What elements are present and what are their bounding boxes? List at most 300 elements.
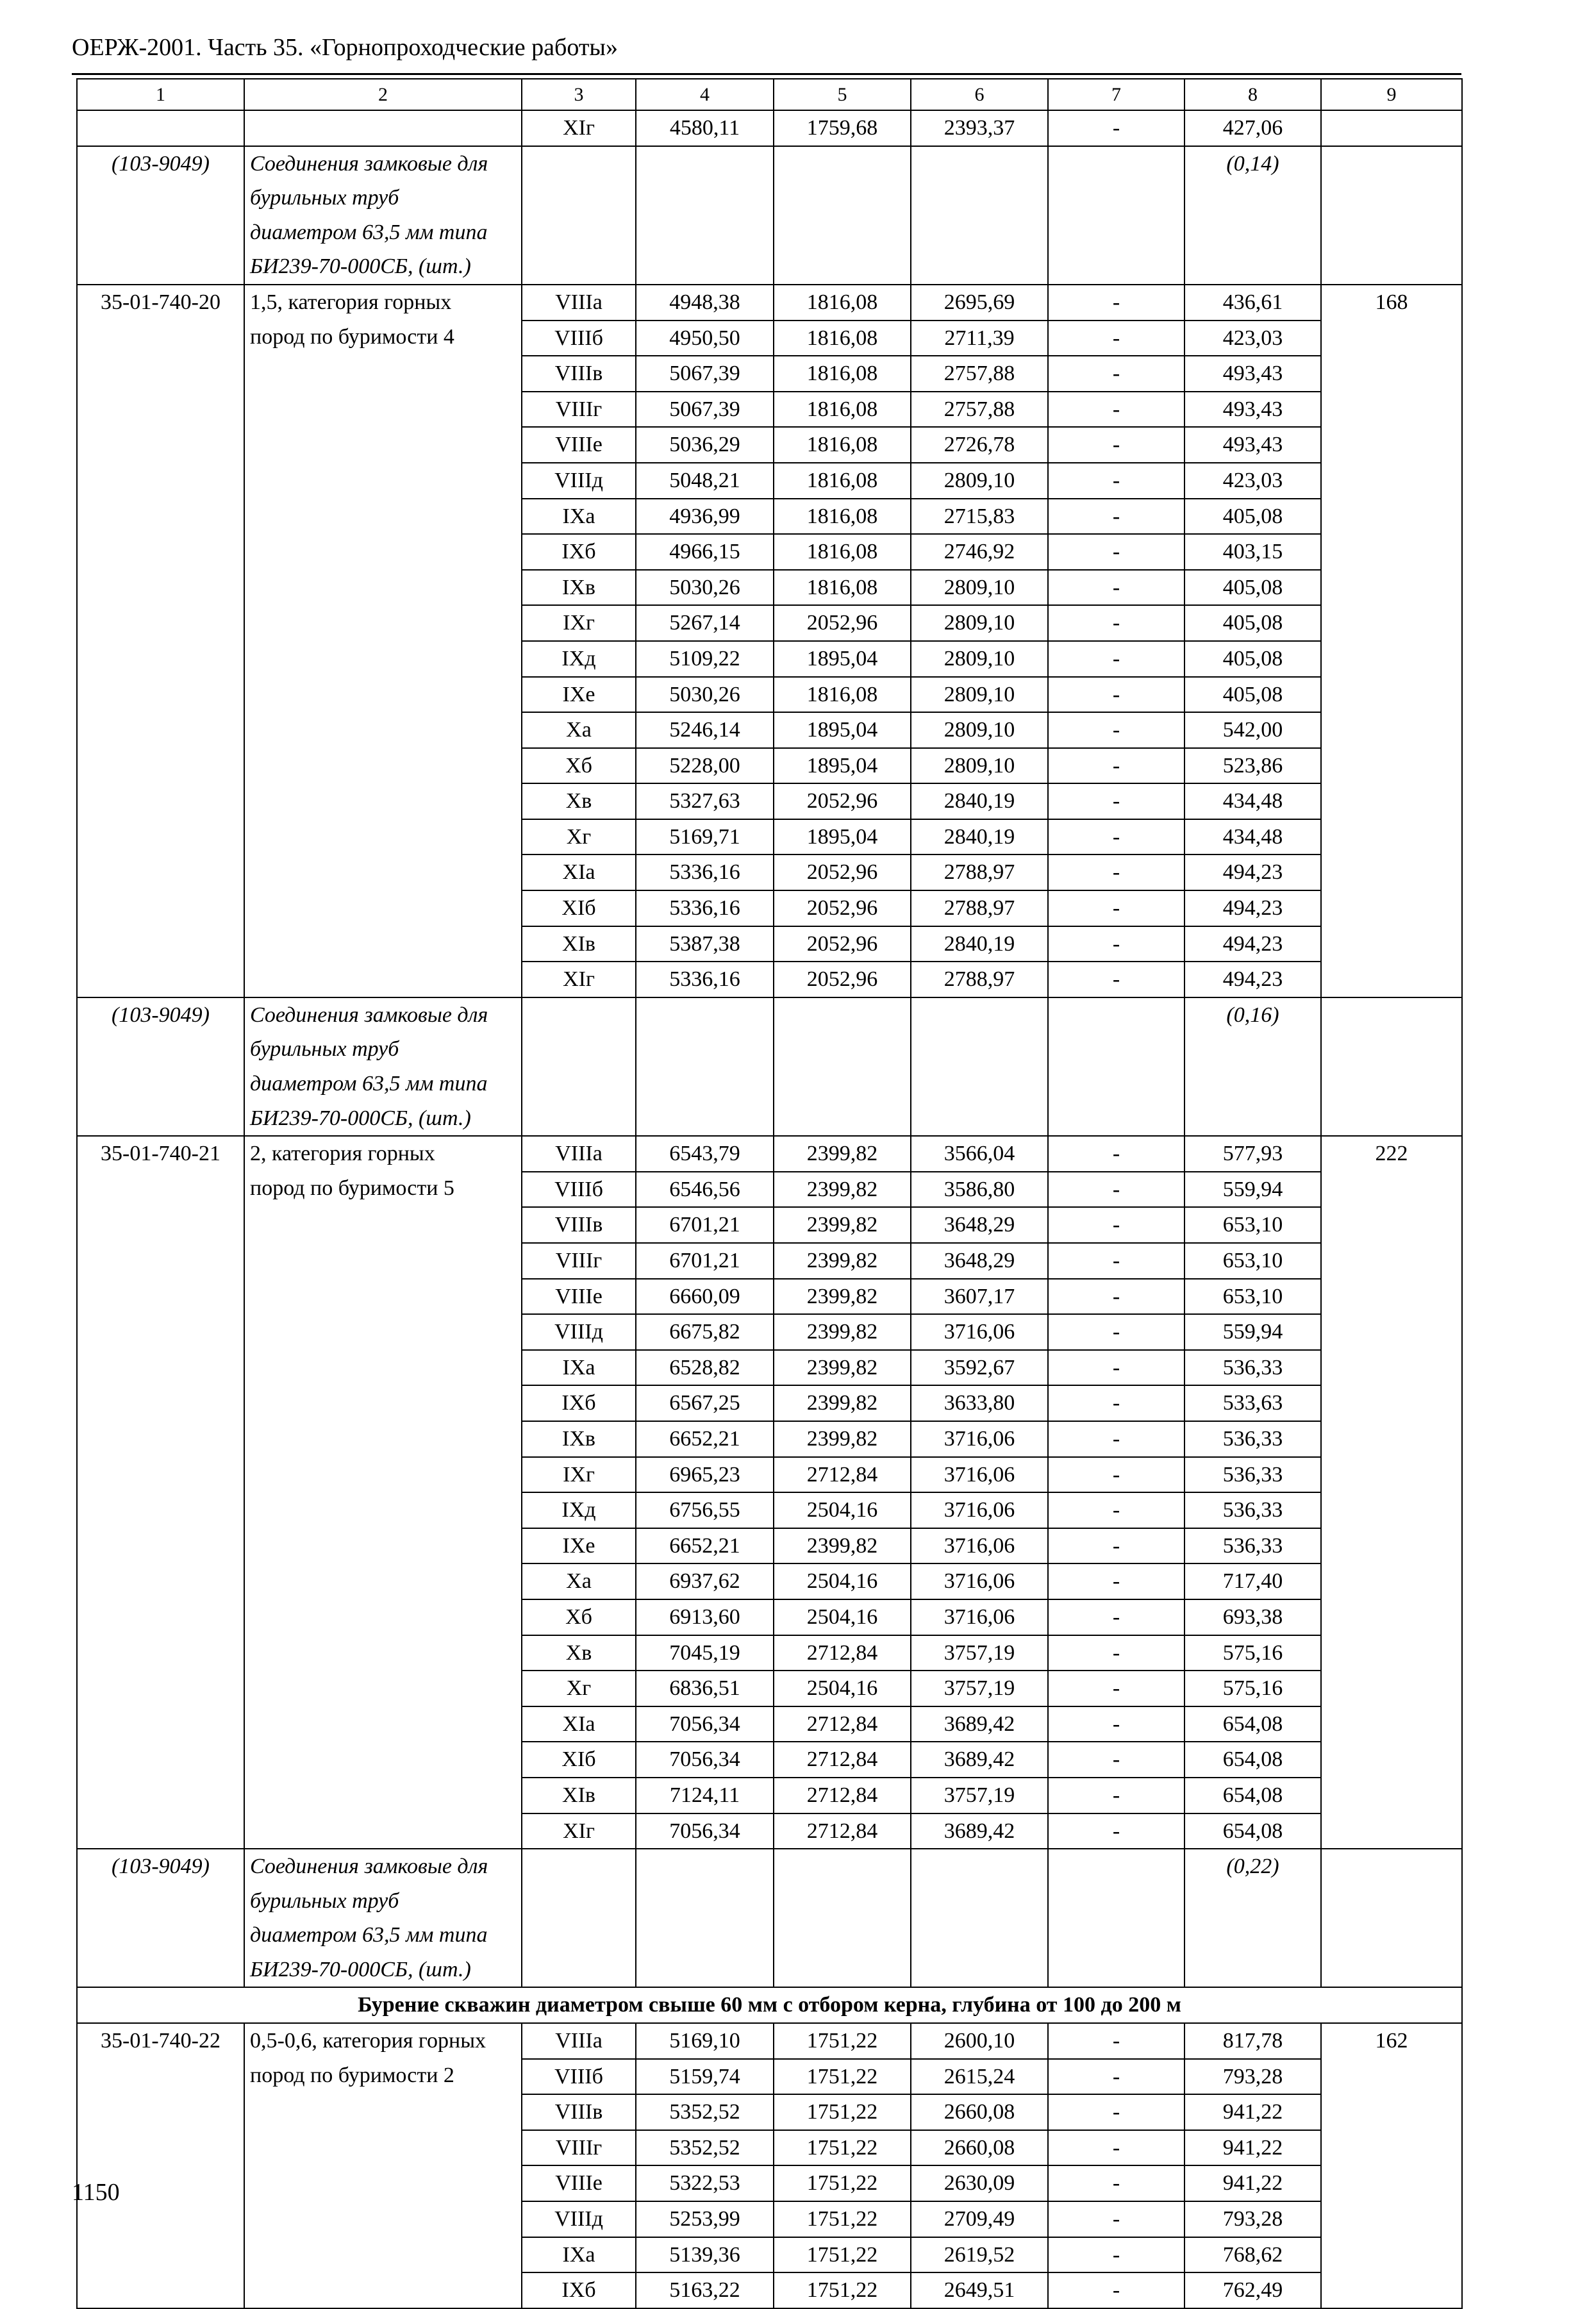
labor-cost: 2399,82 <box>774 1172 911 1208</box>
materials-cost: 494,23 <box>1185 962 1321 997</box>
empty-cell <box>1321 997 1462 1136</box>
materials-cost: 654,08 <box>1185 1778 1321 1813</box>
empty-cell <box>636 146 774 285</box>
table-row <box>77 1136 1462 1172</box>
materials-cost: 817,78 <box>1185 2023 1321 2059</box>
total-cost: 6675,82 <box>636 1314 774 1350</box>
total-cost: 4950,50 <box>636 321 774 356</box>
driver-wages: - <box>1048 1742 1185 1778</box>
region-zone: VIIIб <box>522 321 636 356</box>
description-line: бурильных труб <box>250 1037 399 1062</box>
column-number: 5 <box>774 79 911 110</box>
materials-cost: 654,08 <box>1185 1813 1321 1849</box>
region-zone: Xг <box>522 1671 636 1706</box>
driver-wages: - <box>1048 783 1185 819</box>
total-cost: 5030,26 <box>636 677 774 713</box>
labor-cost: 2399,82 <box>774 1243 911 1279</box>
labor-cost: 1895,04 <box>774 641 911 677</box>
region-zone: Xа <box>522 1563 636 1599</box>
region-zone: VIIIг <box>522 2130 636 2166</box>
driver-wages: - <box>1048 534 1185 570</box>
description-line: БИ239-70-000СБ, (шт.) <box>250 1106 471 1130</box>
total-cost: 6652,21 <box>636 1528 774 1564</box>
machine-cost: 3716,06 <box>911 1457 1048 1493</box>
region-zone: VIIIв <box>522 2094 636 2130</box>
region-zone: IXг <box>522 605 636 641</box>
total-cost: 5036,29 <box>636 427 774 463</box>
materials-cost: 793,28 <box>1185 2059 1321 2095</box>
materials-cost: 405,08 <box>1185 570 1321 606</box>
total-cost: 5048,21 <box>636 463 774 499</box>
section-row <box>77 1987 1462 2023</box>
machine-cost: 3689,42 <box>911 1706 1048 1742</box>
empty-cell <box>244 110 522 146</box>
machine-cost: 2809,10 <box>911 605 1048 641</box>
total-cost: 5067,39 <box>636 392 774 428</box>
description-line: 0,5-0,6, категория горных <box>250 2029 486 2053</box>
driver-wages: - <box>1048 2094 1185 2130</box>
total-cost: 6567,25 <box>636 1385 774 1421</box>
machine-cost: 2726,78 <box>911 427 1048 463</box>
labor-cost: 2712,84 <box>774 1635 911 1671</box>
region-zone: VIIIа <box>522 285 636 321</box>
materials-cost: 693,38 <box>1185 1599 1321 1635</box>
empty-cell <box>911 997 1048 1136</box>
materials-cost: 494,23 <box>1185 926 1321 962</box>
material-row <box>77 146 1462 285</box>
materials-cost: 717,40 <box>1185 1563 1321 1599</box>
machine-cost: 3716,06 <box>911 1599 1048 1635</box>
machine-cost: 2809,10 <box>911 748 1048 784</box>
machine-cost: 3689,42 <box>911 1813 1048 1849</box>
driver-wages: - <box>1048 605 1185 641</box>
total-cost: 5139,36 <box>636 2237 774 2273</box>
region-zone: IXд <box>522 1492 636 1528</box>
materials-cost: 423,03 <box>1185 463 1321 499</box>
materials-cost: 768,62 <box>1185 2237 1321 2273</box>
empty-cell <box>636 1849 774 1987</box>
empty-cell <box>774 146 911 285</box>
table-row <box>77 285 1462 321</box>
column-number: 1 <box>77 79 244 110</box>
region-zone: IXа <box>522 499 636 535</box>
labor-cost: 1816,08 <box>774 356 911 392</box>
driver-wages: - <box>1048 1599 1185 1635</box>
materials-cost: 493,43 <box>1185 392 1321 428</box>
labor-cost: 1816,08 <box>774 534 911 570</box>
region-zone: XIа <box>522 1706 636 1742</box>
region-zone: IXа <box>522 1350 636 1386</box>
region-zone: Xа <box>522 712 636 748</box>
table-body <box>77 79 1462 2308</box>
rate-code: 35-01-740-20 <box>77 285 244 997</box>
materials-cost: 533,63 <box>1185 1385 1321 1421</box>
machine-cost: 3757,19 <box>911 1635 1048 1671</box>
empty-cell <box>774 997 911 1136</box>
region-zone: VIIIа <box>522 1136 636 1172</box>
region-zone: XIг <box>522 110 636 146</box>
driver-wages: - <box>1048 1635 1185 1671</box>
region-zone: XIв <box>522 926 636 962</box>
region-zone: XIб <box>522 1742 636 1778</box>
machine-cost: 3689,42 <box>911 1742 1048 1778</box>
driver-wages: - <box>1048 748 1185 784</box>
total-cost: 5336,16 <box>636 962 774 997</box>
materials-cost: 941,22 <box>1185 2130 1321 2166</box>
machine-cost: 2649,51 <box>911 2272 1048 2308</box>
empty-cell <box>522 997 636 1136</box>
table-row <box>77 110 1462 146</box>
materials-cost: 436,61 <box>1185 285 1321 321</box>
materials-cost: 423,03 <box>1185 321 1321 356</box>
region-zone: VIIIг <box>522 392 636 428</box>
driver-wages: - <box>1048 1421 1185 1457</box>
materials-cost: 542,00 <box>1185 712 1321 748</box>
labor-cost: 1816,08 <box>774 570 911 606</box>
labor-cost: 1751,22 <box>774 2237 911 2273</box>
empty-cell <box>911 1849 1048 1987</box>
driver-wages: - <box>1048 1207 1185 1243</box>
driver-wages: - <box>1048 1385 1185 1421</box>
driver-wages: - <box>1048 2201 1185 2237</box>
rate-description <box>244 285 522 997</box>
description-line: Соединения замковые для <box>250 1855 488 1879</box>
total-cost: 5327,63 <box>636 783 774 819</box>
total-cost: 5159,74 <box>636 2059 774 2095</box>
empty-cell <box>1321 110 1462 146</box>
region-zone: VIIIг <box>522 1243 636 1279</box>
region-zone: VIIIд <box>522 463 636 499</box>
materials-cost: 653,10 <box>1185 1279 1321 1315</box>
empty-cell <box>522 1849 636 1987</box>
total-cost: 6937,62 <box>636 1563 774 1599</box>
empty-cell <box>911 146 1048 285</box>
machine-cost: 3716,06 <box>911 1563 1048 1599</box>
total-cost: 5030,26 <box>636 570 774 606</box>
total-cost: 6528,82 <box>636 1350 774 1386</box>
driver-wages: - <box>1048 1563 1185 1599</box>
materials-cost: 536,33 <box>1185 1350 1321 1386</box>
material-code: (103-9049) <box>77 1849 244 1987</box>
rate-description <box>244 1136 522 1849</box>
driver-wages: - <box>1048 1457 1185 1493</box>
machine-cost: 2809,10 <box>911 463 1048 499</box>
description-line: диаметром 63,5 мм типа <box>250 1072 488 1096</box>
total-cost: 4936,99 <box>636 499 774 535</box>
machine-cost: 3716,06 <box>911 1492 1048 1528</box>
region-zone: XIа <box>522 854 636 890</box>
page-number: 1150 <box>72 2179 120 2206</box>
total-cost: 4580,11 <box>636 110 774 146</box>
description-line: Соединения замковые для <box>250 151 488 176</box>
driver-wages: - <box>1048 2237 1185 2273</box>
empty-cell <box>522 146 636 285</box>
column-number-row <box>77 79 1462 110</box>
total-cost: 6836,51 <box>636 1671 774 1706</box>
driver-wages: - <box>1048 890 1185 926</box>
labor-cost: 2504,16 <box>774 1599 911 1635</box>
machine-cost: 3586,80 <box>911 1172 1048 1208</box>
material-description <box>244 997 522 1136</box>
driver-wages: - <box>1048 1528 1185 1564</box>
total-cost: 5067,39 <box>636 356 774 392</box>
driver-wages: - <box>1048 1314 1185 1350</box>
materials-cost: 762,49 <box>1185 2272 1321 2308</box>
driver-wages: - <box>1048 321 1185 356</box>
labor-cost: 1816,08 <box>774 321 911 356</box>
empty-cell <box>77 110 244 146</box>
driver-wages: - <box>1048 1813 1185 1849</box>
machine-cost: 3757,19 <box>911 1778 1048 1813</box>
labor-cost: 1816,08 <box>774 499 911 535</box>
section-title: Бурение скважин диаметром свыше 60 мм с отбором керна, глубина от 100 до 200 м <box>77 1987 1462 2023</box>
labor-cost: 1816,08 <box>774 285 911 321</box>
column-number: 7 <box>1048 79 1185 110</box>
labor-cost: 2052,96 <box>774 605 911 641</box>
machine-cost: 2809,10 <box>911 641 1048 677</box>
page-header: ОЕРЖ-2001. Часть 35. «Горнопроходческие работы» <box>72 34 618 61</box>
machine-cost: 3716,06 <box>911 1314 1048 1350</box>
labor-cost: 2399,82 <box>774 1421 911 1457</box>
machine-cost: 3648,29 <box>911 1207 1048 1243</box>
region-zone: IXб <box>522 534 636 570</box>
materials-cost: 434,48 <box>1185 819 1321 855</box>
total-cost: 4948,38 <box>636 285 774 321</box>
materials-cost: 405,08 <box>1185 605 1321 641</box>
total-cost: 6756,55 <box>636 1492 774 1528</box>
total-cost: 6660,09 <box>636 1279 774 1315</box>
region-zone: IXа <box>522 2237 636 2273</box>
materials-cost: 793,28 <box>1185 2201 1321 2237</box>
materials-cost: 536,33 <box>1185 1421 1321 1457</box>
labor-hours: 222 <box>1321 1136 1462 1849</box>
region-zone: XIб <box>522 890 636 926</box>
total-cost: 7056,34 <box>636 1813 774 1849</box>
description-line: пород по буримости 4 <box>250 324 454 349</box>
description-line: Соединения замковые для <box>250 1003 488 1027</box>
machine-cost: 2600,10 <box>911 2023 1048 2059</box>
materials-cost: 493,43 <box>1185 427 1321 463</box>
labor-cost: 2399,82 <box>774 1279 911 1315</box>
machine-cost: 2619,52 <box>911 2237 1048 2273</box>
total-cost: 5267,14 <box>636 605 774 641</box>
machine-cost: 2840,19 <box>911 819 1048 855</box>
empty-cell <box>774 1849 911 1987</box>
description-line: бурильных труб <box>250 1888 399 1913</box>
machine-cost: 2630,09 <box>911 2165 1048 2201</box>
description-line: БИ239-70-000СБ, (шт.) <box>250 1957 471 1981</box>
machine-cost: 2788,97 <box>911 890 1048 926</box>
region-zone: IXе <box>522 1528 636 1564</box>
labor-cost: 2399,82 <box>774 1528 911 1564</box>
machine-cost: 2788,97 <box>911 854 1048 890</box>
machine-cost: 2711,39 <box>911 321 1048 356</box>
total-cost: 5246,14 <box>636 712 774 748</box>
region-zone: IXв <box>522 570 636 606</box>
total-cost: 5336,16 <box>636 890 774 926</box>
materials-cost: 653,10 <box>1185 1207 1321 1243</box>
machine-cost: 2695,69 <box>911 285 1048 321</box>
total-cost: 5387,38 <box>636 926 774 962</box>
driver-wages: - <box>1048 2165 1185 2201</box>
total-cost: 6965,23 <box>636 1457 774 1493</box>
machine-cost: 2840,19 <box>911 926 1048 962</box>
labor-cost: 2399,82 <box>774 1350 911 1386</box>
total-cost: 5228,00 <box>636 748 774 784</box>
machine-cost: 2660,08 <box>911 2130 1048 2166</box>
labor-cost: 1816,08 <box>774 392 911 428</box>
materials-cost: 653,10 <box>1185 1243 1321 1279</box>
labor-cost: 1895,04 <box>774 748 911 784</box>
machine-cost: 2709,49 <box>911 2201 1048 2237</box>
driver-wages: - <box>1048 712 1185 748</box>
region-zone: VIIIе <box>522 2165 636 2201</box>
material-row <box>77 1849 1462 1987</box>
region-zone: VIIIв <box>522 1207 636 1243</box>
labor-cost: 2052,96 <box>774 783 911 819</box>
empty-cell <box>1048 997 1185 1136</box>
labor-cost: 2052,96 <box>774 962 911 997</box>
material-description <box>244 1849 522 1987</box>
labor-cost: 1895,04 <box>774 712 911 748</box>
driver-wages: - <box>1048 819 1185 855</box>
labor-cost: 1759,68 <box>774 110 911 146</box>
region-zone: VIIIб <box>522 1172 636 1208</box>
labor-cost: 2399,82 <box>774 1136 911 1172</box>
driver-wages: - <box>1048 427 1185 463</box>
region-zone: Xв <box>522 1635 636 1671</box>
total-cost: 5169,71 <box>636 819 774 855</box>
labor-cost: 2712,84 <box>774 1778 911 1813</box>
machine-cost: 2809,10 <box>911 570 1048 606</box>
labor-cost: 1751,22 <box>774 2272 911 2308</box>
description-line: диаметром 63,5 мм типа <box>250 1923 488 1947</box>
materials-cost: 941,22 <box>1185 2165 1321 2201</box>
total-cost: 7056,34 <box>636 1742 774 1778</box>
rate-description <box>244 2023 522 2308</box>
driver-wages: - <box>1048 1778 1185 1813</box>
empty-cell <box>1048 1849 1185 1987</box>
driver-wages: - <box>1048 2059 1185 2095</box>
materials-cost: 577,93 <box>1185 1136 1321 1172</box>
machine-cost: 2393,37 <box>911 110 1048 146</box>
driver-wages: - <box>1048 1492 1185 1528</box>
description-line: 2, категория горных <box>250 1142 435 1166</box>
driver-wages: - <box>1048 570 1185 606</box>
region-zone: VIIIа <box>522 2023 636 2059</box>
labor-cost: 1816,08 <box>774 677 911 713</box>
total-cost: 6913,60 <box>636 1599 774 1635</box>
driver-wages: - <box>1048 392 1185 428</box>
materials-cost: 941,22 <box>1185 2094 1321 2130</box>
driver-wages: - <box>1048 641 1185 677</box>
region-zone: VIIIе <box>522 1279 636 1315</box>
region-zone: IXд <box>522 641 636 677</box>
driver-wages: - <box>1048 854 1185 890</box>
labor-cost: 1751,22 <box>774 2059 911 2095</box>
materials-cost: 403,15 <box>1185 534 1321 570</box>
region-zone: VIIIе <box>522 427 636 463</box>
labor-cost: 2712,84 <box>774 1813 911 1849</box>
labor-cost: 1895,04 <box>774 819 911 855</box>
labor-cost: 1816,08 <box>774 427 911 463</box>
empty-cell <box>1321 1849 1462 1987</box>
total-cost: 5169,10 <box>636 2023 774 2059</box>
driver-wages: - <box>1048 2272 1185 2308</box>
region-zone: VIIIв <box>522 356 636 392</box>
region-zone: Xг <box>522 819 636 855</box>
labor-cost: 1751,22 <box>774 2165 911 2201</box>
driver-wages: - <box>1048 962 1185 997</box>
labor-cost: 1751,22 <box>774 2023 911 2059</box>
labor-cost: 2052,96 <box>774 890 911 926</box>
price-table <box>76 78 1463 2309</box>
region-zone: IXе <box>522 677 636 713</box>
machine-cost: 2715,83 <box>911 499 1048 535</box>
material-row <box>77 997 1462 1136</box>
machine-cost: 3648,29 <box>911 1243 1048 1279</box>
total-cost: 5109,22 <box>636 641 774 677</box>
materials-cost: 559,94 <box>1185 1172 1321 1208</box>
driver-wages: - <box>1048 1706 1185 1742</box>
materials-cost: 494,23 <box>1185 854 1321 890</box>
materials-cost: 654,08 <box>1185 1706 1321 1742</box>
materials-cost: 523,86 <box>1185 748 1321 784</box>
machine-cost: 2788,97 <box>911 962 1048 997</box>
labor-cost: 1751,22 <box>774 2130 911 2166</box>
description-line: бурильных труб <box>250 186 399 210</box>
region-zone: VIIIд <box>522 1314 636 1350</box>
machine-cost: 2757,88 <box>911 356 1048 392</box>
region-zone: Xв <box>522 783 636 819</box>
region-zone: VIIIб <box>522 2059 636 2095</box>
total-cost: 7056,34 <box>636 1706 774 1742</box>
total-cost: 5253,99 <box>636 2201 774 2237</box>
total-cost: 5352,52 <box>636 2130 774 2166</box>
total-cost: 6543,79 <box>636 1136 774 1172</box>
region-zone: IXг <box>522 1457 636 1493</box>
material-code: (103-9049) <box>77 997 244 1136</box>
labor-cost: 2399,82 <box>774 1207 911 1243</box>
labor-cost: 2052,96 <box>774 926 911 962</box>
material-quantity: (0,22) <box>1185 1849 1321 1987</box>
materials-cost: 405,08 <box>1185 499 1321 535</box>
total-cost: 7045,19 <box>636 1635 774 1671</box>
labor-cost: 1751,22 <box>774 2201 911 2237</box>
materials-cost: 559,94 <box>1185 1314 1321 1350</box>
total-cost: 5352,52 <box>636 2094 774 2130</box>
driver-wages: - <box>1048 1671 1185 1706</box>
labor-cost: 2712,84 <box>774 1706 911 1742</box>
total-cost: 6652,21 <box>636 1421 774 1457</box>
machine-cost: 3592,67 <box>911 1350 1048 1386</box>
material-code: (103-9049) <box>77 146 244 285</box>
materials-cost: 494,23 <box>1185 890 1321 926</box>
driver-wages: - <box>1048 499 1185 535</box>
materials-cost: 536,33 <box>1185 1457 1321 1493</box>
driver-wages: - <box>1048 356 1185 392</box>
machine-cost: 2809,10 <box>911 677 1048 713</box>
machine-cost: 3716,06 <box>911 1528 1048 1564</box>
region-zone: XIг <box>522 962 636 997</box>
labor-cost: 2712,84 <box>774 1742 911 1778</box>
total-cost: 6701,21 <box>636 1207 774 1243</box>
driver-wages: - <box>1048 1172 1185 1208</box>
materials-cost: 493,43 <box>1185 356 1321 392</box>
empty-cell <box>1048 146 1185 285</box>
materials-cost: 575,16 <box>1185 1635 1321 1671</box>
driver-wages: - <box>1048 926 1185 962</box>
